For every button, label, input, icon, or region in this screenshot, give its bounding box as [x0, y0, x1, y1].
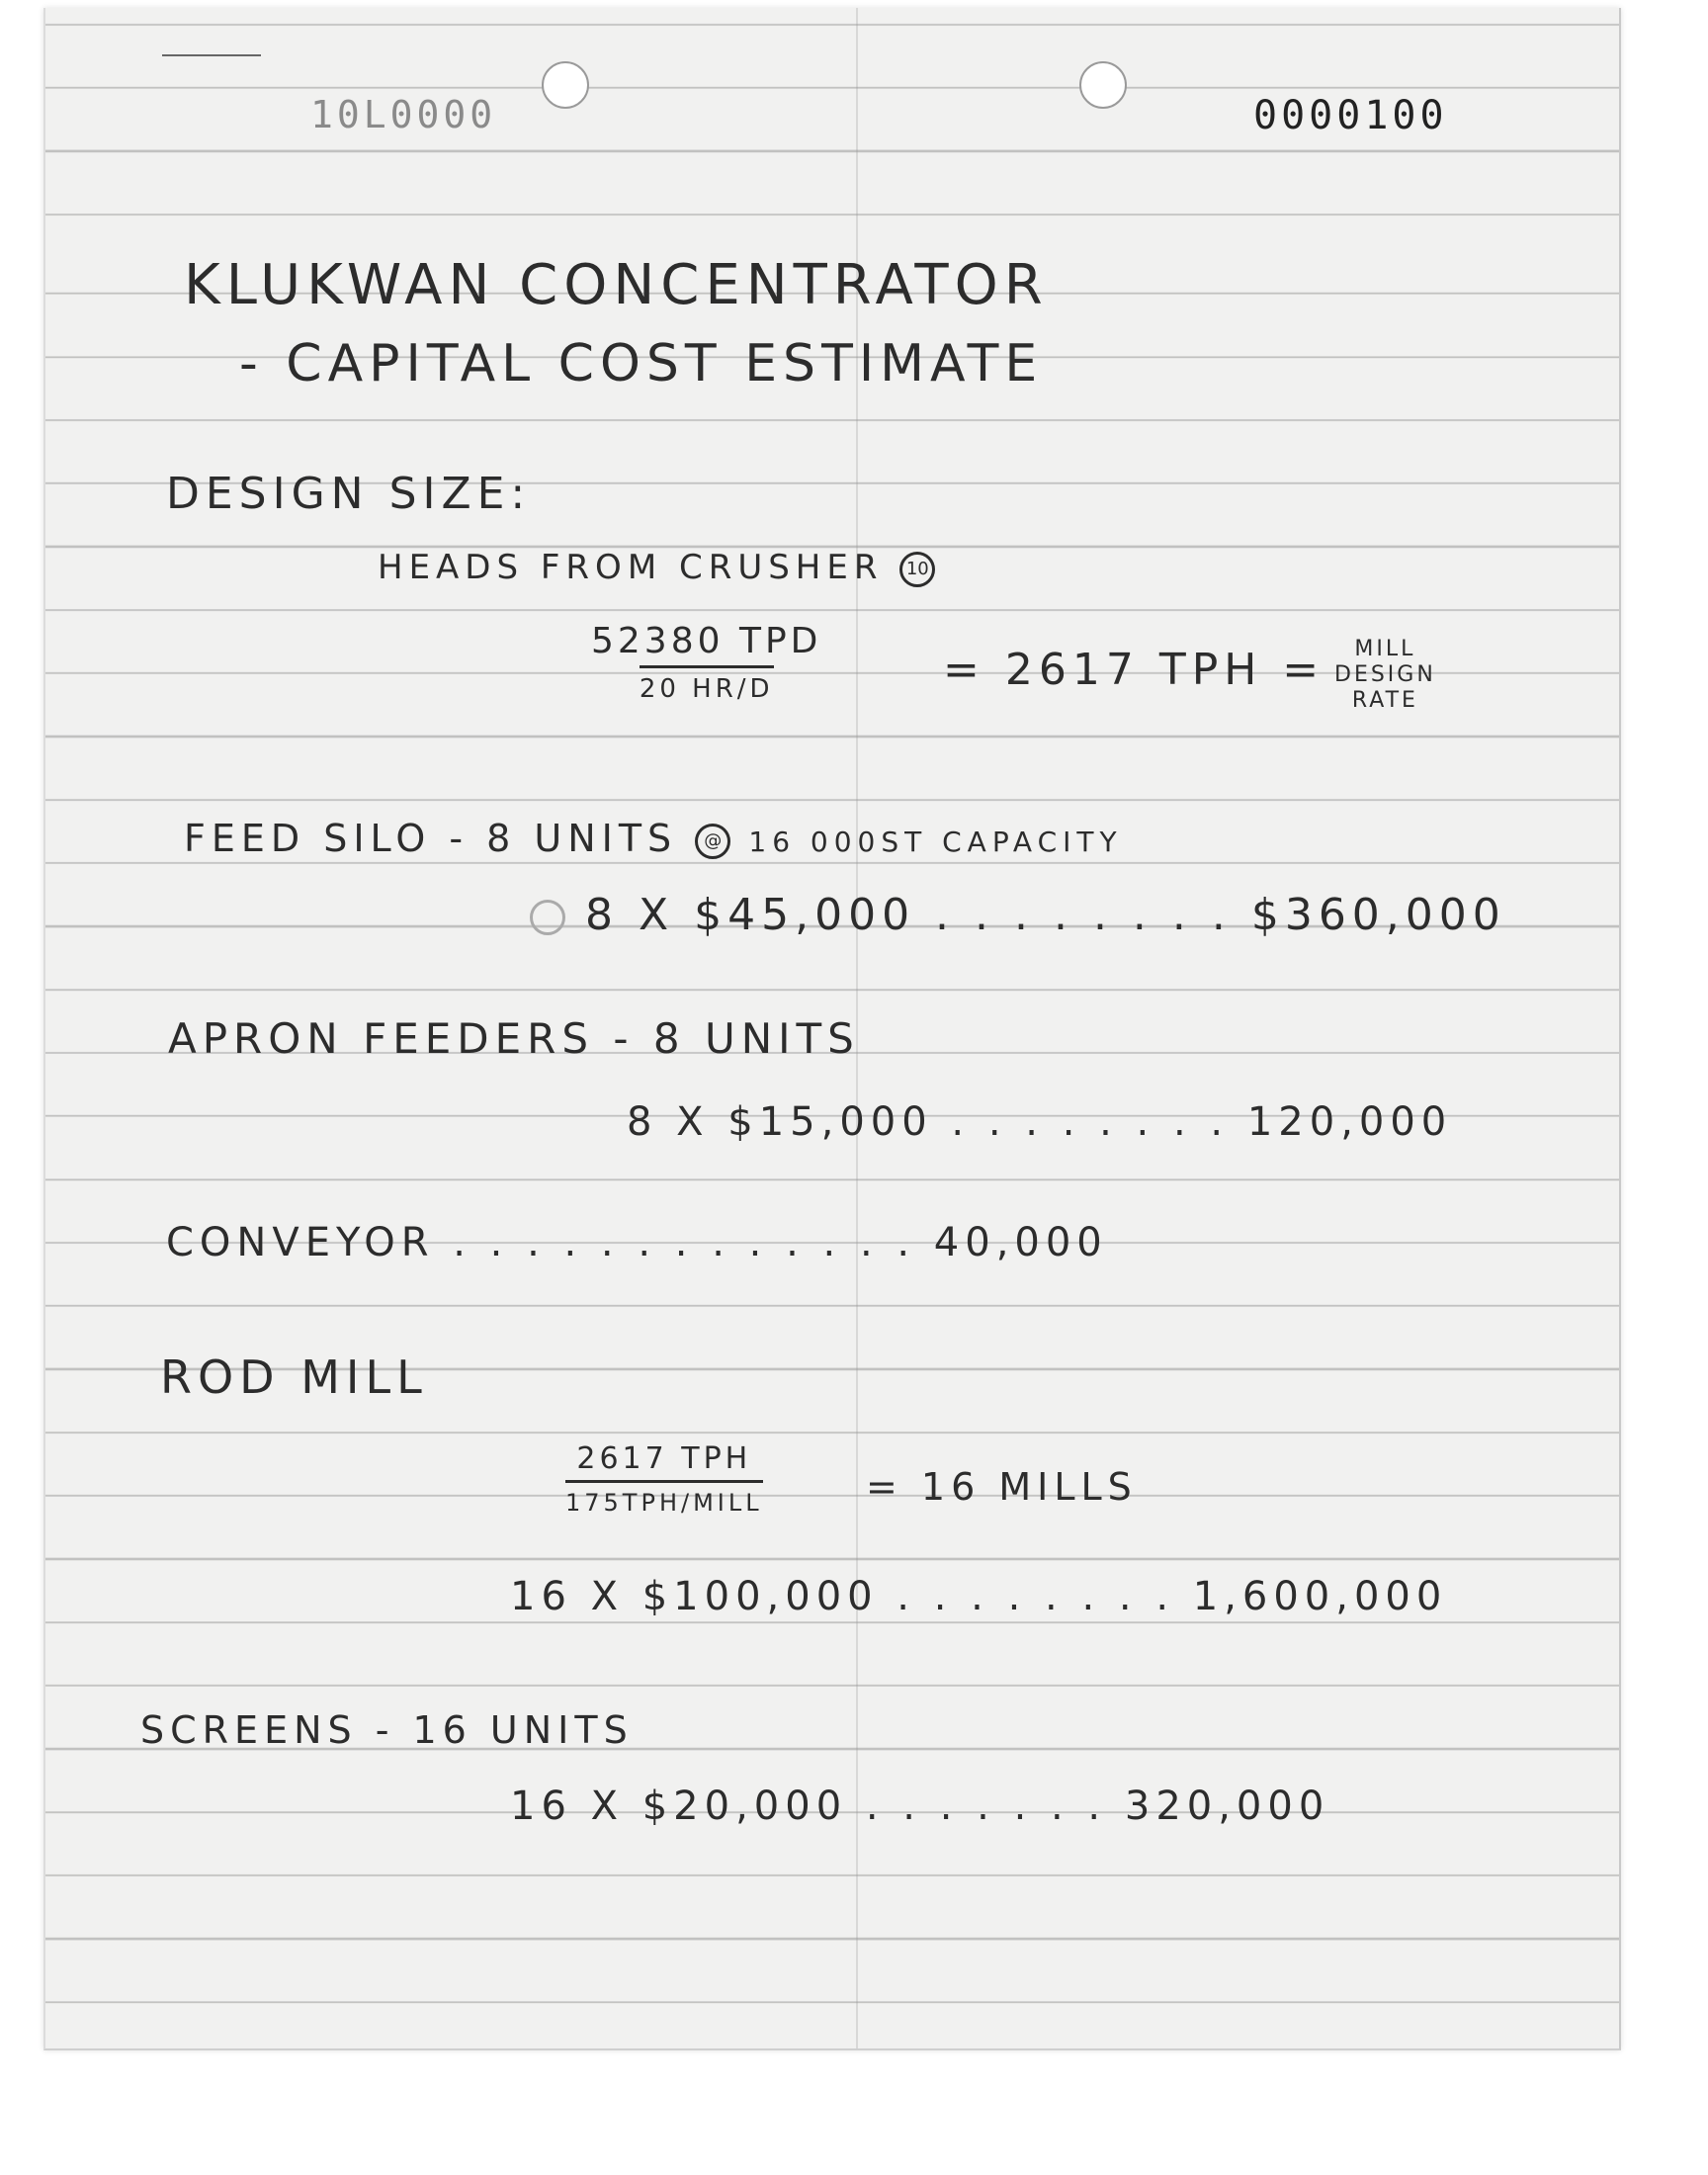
tph-denominator: 20 HR/D [640, 665, 774, 704]
rod-mill-denominator: 175TPH/MILL [565, 1480, 763, 1517]
document-stamp-right: 0000100 [1253, 93, 1448, 138]
title-line-2: - CAPITAL COST ESTIMATE [239, 334, 1044, 393]
mill-design-rate-note [1334, 637, 1436, 714]
rod-mill-heading: ROD MILL [160, 1350, 428, 1404]
feed-silo-calc [530, 890, 1506, 940]
note-design: DESIGN [1334, 662, 1436, 687]
feed-silo-heading [184, 817, 1123, 860]
screens-calc: 16 X $20,000 . . . . . . . 320,000 [510, 1784, 1330, 1829]
rod-mill-calc: 16 X $100,000 . . . . . . . . 1,600,000 [510, 1574, 1448, 1619]
feed-silo-label: FEED SILO - 8 UNITS [184, 817, 678, 860]
heads-from-crusher-line [378, 548, 935, 587]
crusher-circled-number: 10 [899, 552, 935, 587]
document-stamp-left: 10L0000 [310, 93, 497, 136]
faint-circle-mark [530, 900, 565, 935]
punch-hole-left [542, 61, 589, 109]
note-rate: RATE [1351, 688, 1418, 713]
tph-fraction [591, 621, 821, 704]
design-size-heading: DESIGN SIZE: [166, 469, 532, 519]
margin-scribble-icon [162, 53, 261, 57]
apron-feeders-calc: 8 X $15,000 . . . . . . . . 120,000 [627, 1099, 1453, 1145]
screens-heading: SCREENS - 16 UNITS [140, 1708, 634, 1752]
title-line-1: KLUKWAN CONCENTRATOR [184, 253, 1049, 317]
tph-result: = 2617 TPH = [943, 645, 1325, 695]
note-mill: MILL [1354, 637, 1416, 661]
heads-from-crusher-label: HEADS FROM CRUSHER [378, 548, 884, 587]
rod-mill-numerator: 2617 TPH [576, 1441, 752, 1476]
feed-silo-capacity: 16 000ST CAPACITY [748, 826, 1123, 858]
at-circled-icon: @ [695, 824, 730, 859]
punch-hole-right [1079, 61, 1127, 109]
apron-feeders-heading: APRON FEEDERS - 8 UNITS [168, 1014, 860, 1063]
rod-mill-result: = 16 MILLS [866, 1465, 1138, 1509]
tph-numerator: 52380 TPD [591, 621, 822, 661]
rod-mill-fraction [565, 1441, 763, 1517]
lined-notebook-sheet [43, 8, 1621, 2050]
conveyor-line: CONVEYOR . . . . . . . . . . . . . 40,000 [166, 1220, 1108, 1265]
feed-silo-calc-text: 8 X $45,000 . . . . . . . . $360,000 [585, 890, 1506, 940]
